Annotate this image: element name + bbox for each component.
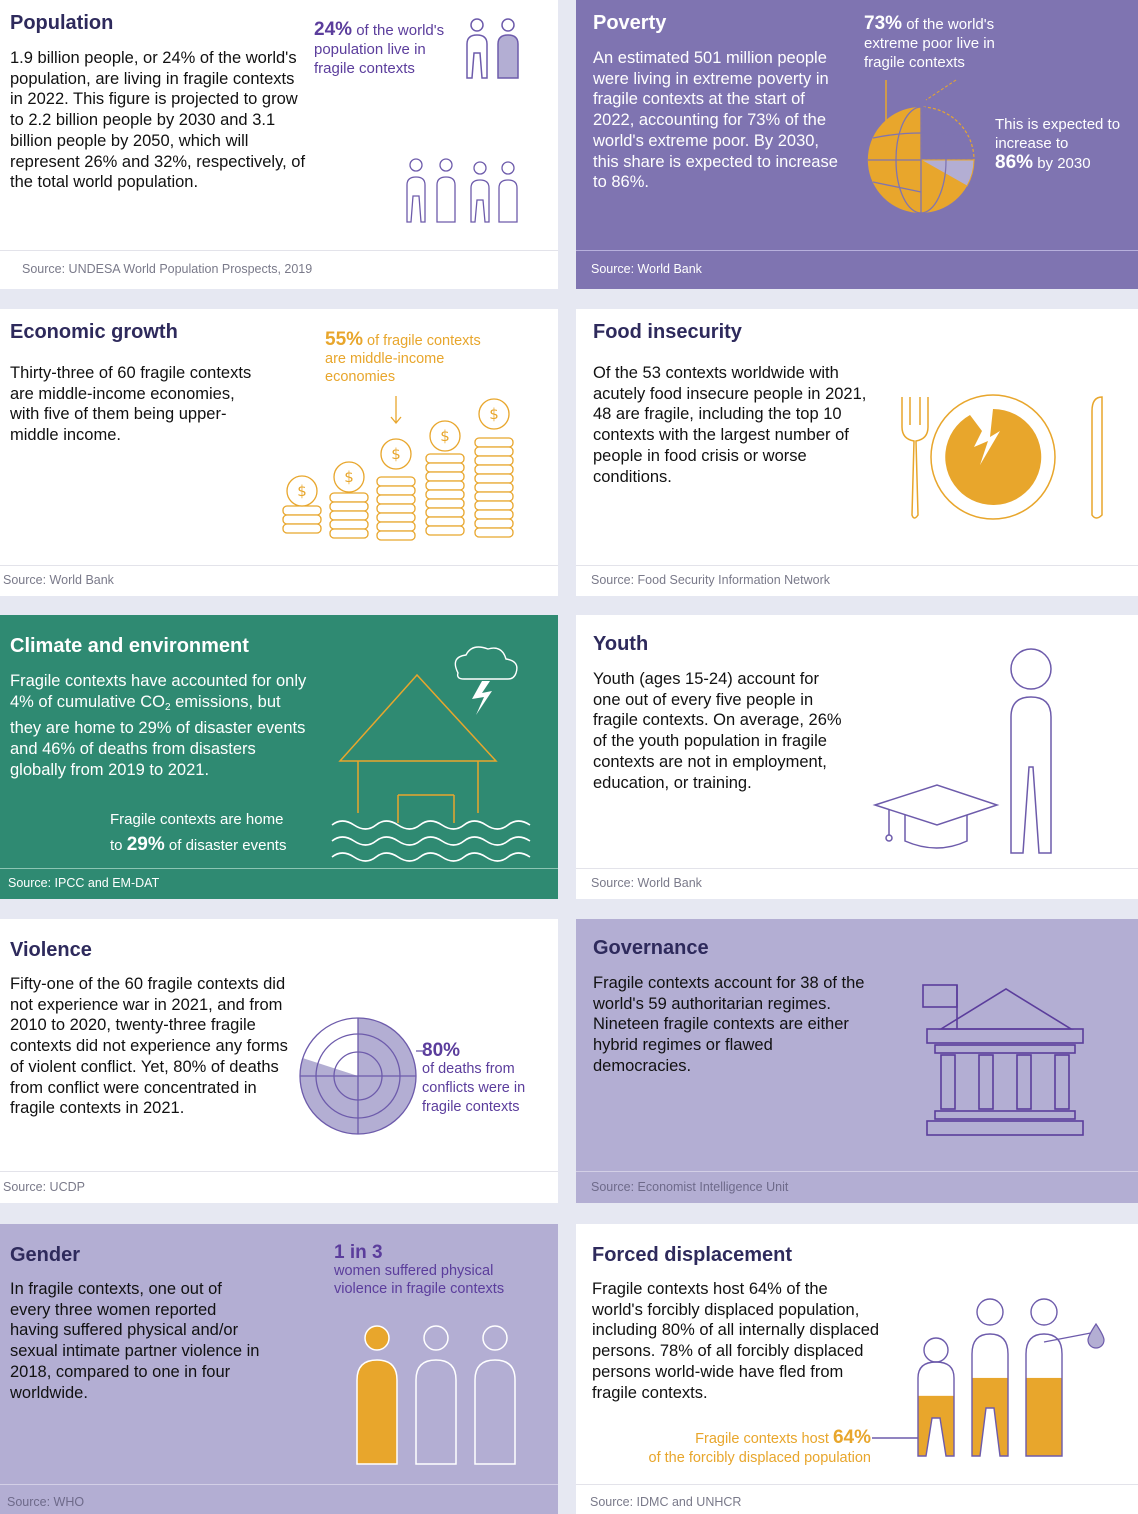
graduate-icon (871, 645, 1071, 865)
economic-source: Source: World Bank (3, 573, 114, 587)
women-figures-icon (355, 1324, 525, 1474)
economic-callout-value: 55% (325, 329, 364, 350)
climate-callout (110, 807, 330, 858)
svg-text:$: $ (297, 482, 307, 500)
gender-callout (334, 1244, 534, 1298)
poverty-callout-2 (995, 115, 1125, 173)
youth-divider (576, 868, 1138, 869)
gender-divider (0, 1484, 558, 1485)
gender-body: In fragile contexts, one out of every three women reported having suffered physical and/or sexual intimate partner violence in 2018, compared to one in four worldwide. (10, 1280, 260, 1402)
governance-panel (576, 919, 1138, 1203)
people-filled-icon (462, 18, 522, 88)
fill-figure-3 (1016, 1378, 1076, 1456)
svg-text:$: $ (344, 468, 354, 486)
population-callout-value: 24% (314, 19, 353, 40)
governance-divider (576, 1171, 1138, 1172)
flooded-house-icon (330, 643, 555, 863)
poverty-callout-value: 73% (864, 13, 903, 34)
climate-divider (0, 868, 558, 869)
youth-panel (576, 615, 1138, 899)
food-source: Source: Food Security Information Network (591, 573, 830, 587)
displacement-source: Source: IDMC and UNHCR (590, 1495, 742, 1509)
displacement-body: Fragile contexts host 64% of the world's forcibly displaced population, including 80% of all internally displaced persons. 78% of all forcibly displaced persons world-wide have fled from fragile contexts. (592, 1280, 880, 1402)
population-body: 1.9 billion people, or 24% of the world's population, are living in fragile contexts in 2022. This figure is projected to grow to 2.2 billion people by 2030 and 3.1 billion people by 2050, which will represent 26% and 32%, respectively, of the total world population. (10, 49, 306, 192)
youth-body: Youth (ages 15-24) account for one out of every five people in fragile contexts. On average, 26% of the youth population in fragile contexts are not in employment, education, or training. (593, 670, 842, 792)
economic-body: Thirty-three of 60 fragile contexts are middle-income economies, with five of them being upper-middle income. (10, 364, 252, 445)
displaced-people-icon (908, 1296, 1108, 1466)
economic-divider (0, 565, 558, 566)
food-divider (576, 565, 1138, 566)
poverty-callout-2-text: This is expected to increase to (995, 116, 1121, 152)
population-source: Source: UNDESA World Population Prospects, 2019 (22, 262, 313, 276)
violence-callout (422, 1041, 532, 1117)
displacement-callout-prefix: Fragile contexts host (695, 1431, 833, 1447)
climate-callout-prefix: to (110, 837, 127, 854)
violence-panel (0, 919, 558, 1203)
population-divider (0, 250, 558, 251)
poverty-divider (576, 250, 1138, 251)
governance-source: Source: Economist Intelligence Unit (591, 1180, 789, 1194)
climate-body-sub: 2 (164, 701, 171, 713)
displacement-panel (576, 1224, 1138, 1514)
displacement-callout-text: of the forcibly displaced population (648, 1450, 871, 1466)
government-building-icon (921, 979, 1091, 1149)
climate-panel (0, 615, 558, 899)
poverty-source: Source: World Bank (591, 262, 702, 276)
poverty-callout-2-value: 86% (995, 152, 1034, 173)
climate-body-part2: emissions, but they are home to 29% of disaster events and 46% of deaths from disasters globally from 2019 to 2021. (10, 692, 306, 779)
climate-callout-suffix: of disaster events (164, 837, 287, 854)
poverty-body: An estimated 501 million people were living in extreme poverty in fragile contexts at the start of 2022, accounting for 73% of the world's extreme poor. By 2030, this share is expected to increase to 86%. (593, 49, 838, 192)
fill-figure-2 (962, 1378, 1022, 1456)
gender-callout-value: 1 in 3 (334, 1242, 383, 1263)
coin-stacks-icon (275, 394, 515, 544)
violence-divider (0, 1171, 558, 1172)
food-panel (576, 309, 1138, 596)
poverty-title: Poverty (593, 12, 667, 34)
fill-figure-1 (908, 1396, 968, 1456)
gender-source: Source: WHO (7, 1495, 85, 1509)
climate-source: Source: IPCC and EM-DAT (8, 876, 160, 890)
poverty-callout-2-suffix: by 2030 (1033, 155, 1091, 172)
people-group-icon (403, 156, 523, 226)
gender-callout-text: women suffered physical violence in fragile contexts (334, 1263, 505, 1297)
climate-callout-line1: Fragile contexts are home (110, 811, 284, 828)
climate-title: Climate and environment (10, 635, 249, 657)
svg-text:$: $ (489, 405, 499, 423)
poverty-panel (576, 0, 1138, 289)
climate-callout-value: 29% (126, 834, 165, 855)
governance-body: Fragile contexts account for 38 of the world's 59 authoritarian regimes. Nineteen fragile contexts are either hybrid regimes or flawed democracies. (593, 974, 865, 1075)
youth-title: Youth (593, 633, 649, 655)
economic-callout (325, 331, 505, 386)
displacement-title: Forced displacement (592, 1244, 793, 1266)
violence-callout-value: 80% (422, 1040, 461, 1061)
climate-body-part1: Fragile contexts have accounted for only 4% of cumulative CO (10, 672, 307, 711)
displacement-callout-value: 64% (832, 1427, 871, 1448)
gender-title: Gender (10, 1244, 81, 1266)
conflict-target-icon (293, 1011, 423, 1141)
economic-callout-text: of fragile contexts are middle-income economies (325, 333, 481, 385)
poverty-callout (864, 14, 1034, 72)
violence-body: Fifty-one of the 60 fragile contexts did not experience war in 2021, and from 2010 to 2020, twenty-three fragile contexts did not experience any forms of violent conflict. Yet, 80% of deaths from conflict were concentrated in fragile contexts in 2021. (10, 975, 288, 1118)
population-panel (0, 0, 558, 289)
population-callout-text: of the world's population live in fragile contexts (314, 22, 445, 77)
svg-text:$: $ (440, 427, 450, 445)
globe-pie-icon (861, 70, 981, 210)
economic-title: Economic growth (10, 321, 178, 343)
svg-text:$: $ (391, 445, 401, 463)
population-callout (314, 20, 464, 78)
poverty-callout-text: of the world's extreme poor live in fragile contexts (864, 16, 995, 71)
displacement-callout (626, 1428, 871, 1468)
violence-callout-text: of deaths from conflicts were in fragile contexts (422, 1061, 526, 1115)
economic-panel (0, 309, 558, 596)
violence-title: Violence (10, 939, 92, 961)
plate-cutlery-icon (896, 391, 1116, 531)
food-title: Food insecurity (593, 321, 742, 343)
youth-source: Source: World Bank (591, 876, 702, 890)
governance-title: Governance (593, 937, 709, 959)
displacement-divider (576, 1484, 1138, 1485)
gender-panel (0, 1224, 558, 1514)
climate-body (10, 671, 308, 781)
population-title: Population (10, 12, 114, 34)
food-body: Of the 53 contexts worldwide with acutely food insecure people in 2021, 48 are fragile, including the top 10 contexts with the largest number of people in food crisis or worse conditions. (593, 364, 867, 486)
violence-source: Source: UCDP (3, 1180, 85, 1194)
